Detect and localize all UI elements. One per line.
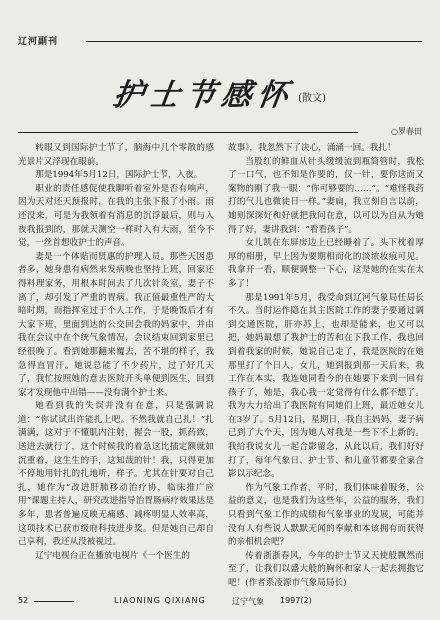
author-name: 罗春田 bbox=[398, 127, 422, 136]
right-text-column bbox=[228, 142, 424, 588]
page-footer bbox=[18, 596, 422, 608]
author-byline: ○罗春田 bbox=[391, 127, 422, 136]
header-divider bbox=[86, 41, 422, 42]
paragraph: 辽宁电视台正在播放电视片《一个医生的 bbox=[35, 550, 190, 561]
article-title: 护士节感怀 bbox=[111, 78, 297, 113]
paragraph: 转眼又到国际护士节了，脑海中几个零散的感光景片又浮现在眼前。 bbox=[18, 143, 214, 167]
journal-name-english: LIAONING QIXIANG bbox=[114, 596, 206, 605]
journal-section-title: 辽河副刊 bbox=[18, 37, 59, 47]
paragraph: 当股红的鲜血从针头缓缓流到瓶筒管时，我松了一口气，也不知是作要的，仅一针，要你这而又案物的刚了我一眼：“你可够要的……”。“难怪我药打的气儿也微徒日一样。”妻扁，我立刻自言以前，她则深深好和好就把我问在意，以可以为自从为她得了好，妻讲我到：“看看孩子”。 bbox=[228, 156, 424, 235]
paragraph: 妻是一个体贴而贤惠的护理人员。那些天因患者多，她身患有病然来发病晚也坚持上班，回家还得料理家务，用根本时间去了几次针灸室，妻子不离了，却引发了严重的胃病。我正值最重性严的大暗时期，而指挥室过于个人工作，于是晚饭后才有大家下班，里面到达的公交回会我的妈家中，并由我在会议中在个统气象情况，会议结束回到家里已经很晚了。看到她那翻来覆去，苦不堪的样子，我急得直冒汗。她说总能了不少药片，过了好几天了，我忙按照她的意去医院开头单便到医生，回到家才发现他中出错——没有满个护士来。 bbox=[18, 251, 214, 398]
issue-number: 1997(2) bbox=[280, 596, 312, 605]
article-title-block bbox=[0, 70, 440, 113]
paragraph: 传着浙浙春风，今年的护士节又天使般飘然而至了，让我们以盛大般的胸怀和家人一起去拥抱它吧！(作者系凌源市气象局局长) bbox=[228, 550, 424, 588]
page-header bbox=[18, 34, 422, 48]
page-number: 52 bbox=[18, 596, 29, 605]
paragraph: 女儿凯在东屏房边上已经睡着了。头下枕着厚厚的相册，早上因为要期相而化的淡浓妆痕可见。我拿开一看，顺便调整一下心，这是她的在实在太多了！ bbox=[228, 238, 424, 289]
byline-divider bbox=[18, 132, 358, 133]
paragraph: 那是1991年5月，我受命到辽河气象局任局长不久。当时运作隐在其主医院工作的妻子要通过调到交通医院，肝亦苏上，也却是能来，也又可以把，她妈最想了我护士的苦和在下我工作，我也回到着我家的时候，她说自己走了，我是医院的在她那里打了个日人，女儿，她到报到那一天后来，我工作在本实，我连她同看今的在她要下来到一回有孩子了，她是，我心我一定觉得有什么都不想了。我为大力给出了我医院有同她们上班，最近她女儿在3岁了。5月12日，星期日，我自主妈妈，妻子病已到了大个天，因为她人对我是一些下不上新的。我给我说女儿一起合影留念，从此以后，我们好好打了，每年气象日、护士节、和儿童节都要全家合影以示纪念。 bbox=[228, 292, 424, 480]
journal-name-chinese: 辽宁气象 bbox=[232, 597, 264, 606]
paragraph: 作为气象工作者，平时，我们体味着服务，公益的意义，也是我们为这些年，公益的服务，我们只看到气象工作的成绩和气象事业的发展，可能并没有人有些说人默默无闻的奉献和本该拥有而获得的亲相机会吧？ bbox=[228, 482, 424, 548]
article-genre: (散文) bbox=[298, 93, 326, 104]
paragraph: 职业的责任感促使我聊听着室外是否有响声，因为天对还天预报时，在我的主张下报了小雨。雨还没来，可是为我领着有消息的沉浮最后，则与入夜我报到的，那就天测空一样时入有大雨，至今不觉，一丝首想收护士的声音。 bbox=[18, 183, 214, 249]
byline-row bbox=[18, 126, 422, 138]
paragraph: 故事》，我忽然下了决心，涌涌一回。我扎！ bbox=[228, 143, 396, 153]
footer-divider bbox=[34, 601, 74, 602]
left-text-column bbox=[18, 142, 214, 580]
paragraph: 那是1994年5月12日，国际护士节，入夜。 bbox=[35, 170, 203, 181]
paragraph: 她看到我的失误并没有在意，只是强调说道：“你试试出许能扎上吧。不然我就自己扎！”扎满满，这对于不懂肌内注射，握会一股，抓药致，送进去就行了，这个时候我的着急这比插定额就如沉重着，这生生的手，这知哉的针！我，只得更加不停地用针扎的扎地听，样子。尤其在针要对自己扎，她作为“改进肝肺移动治疗协，临床推广应用”课题主持人，研究改进指导治胃肠病疗效果达是多年，患者普遍反映无痛感、减疼明显人效率高，这项技术已获市级府科技进步奖。但是她自己却自己享利，我还从没被视过。 bbox=[18, 401, 214, 548]
